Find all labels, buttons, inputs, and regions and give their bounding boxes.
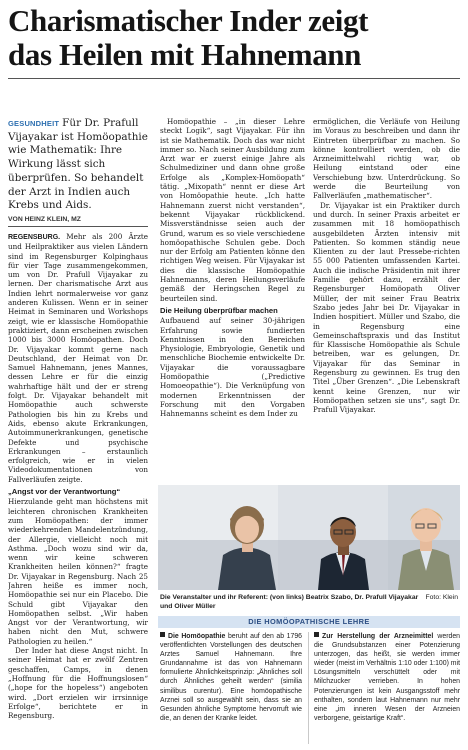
photo-caption: Die Veranstalter und ihr Referent: (von links) Beatrix Szabo, Dr. Prafull Vijayakar und Oliver Müller <box>160 594 419 610</box>
info-box-title: DIE HOMÖOPATHISCHE LEHRE <box>158 616 460 628</box>
headline-line-2: das Heilen mit Hahnemann <box>8 37 361 72</box>
photo-caption-block <box>160 594 458 611</box>
lede <box>8 117 148 213</box>
info-right-lead: Zur Herstellung der Arzneimittel <box>322 633 434 640</box>
photo-credit: Foto: Klein <box>425 594 458 601</box>
dateline: REGENSBURG. <box>8 234 61 241</box>
col2-paragraph-2: Aufbauend auf seiner 30-jährigen Erfahrung sowie fundierten Kenntnissen in den Bereichen Physiologie, Embryologie, Genetik und menschliche Biochemie entwickelte Dr. Vijayakar die voraussagbare Homöopathie („Predictive Homoeopathie“). Die Verknüpfung von modernen Erkenntnissen der Forschung mit den Vorgaben Hahnemanns scheint es dem Inder zu <box>160 316 305 419</box>
author-byline: VON HEINZ KLEIN, MZ <box>8 216 81 223</box>
article-column-1 <box>8 232 148 744</box>
article-photo <box>158 485 460 590</box>
col3-paragraph-2: Dr. Vijayakar ist ein Praktiker durch und durch. In seiner Praxis arbeitet er zusammen mit 18 homöopathisch ausgebildeten Ärzten intensiv mit Patienten. So kommen ständig neue Klienten zu der laut Pressebe-richten 55 000 Patienten umfassenden Kartei. Auch die indische Präsidentin mit ihrer Familie gehört dazu, erzählt der Regensburger Homöopath Oliver Müller, der mit seiner Frau Beatrix Szabo jedes Jahr bei Dr. Vijayakar in Indien hospitiert. Müller und Szabo, die in Regensburg eine Gemeinschaftspraxis und das Institut für Klassische Homöopathie als Schule betreiben, war es gelungen, Dr. Vijayakar für das Seminar in Regensburg zu gewinnen. Es trug den Titel „Über Grenzen“. „Die Lebenskraft kennt keine Grenzen, nur wir Homöopathen setzen sie uns“, sagt Dr. Prafull Vijayakar. <box>313 200 460 415</box>
subheading-heilung: Die Heilung überprüfbar machen <box>160 305 278 315</box>
article-column-3 <box>313 117 460 481</box>
subheading-angst: „Angst vor der Verantwortung“ <box>8 487 121 497</box>
col1-paragraph-2: Hierzulande geht man höchstens mit leichteren chronischen Krankheiten zum Homöopathen: der immer wiederkehrenden Mandelentzündung, der Allergie, vielleicht noch mit Asthma. „Doch wozu sind wir da, wenn wir keine schweren Krankheiten heilen können?“ fragte Dr. Vijayakar in Regensburg. Nach 25 Jahren heiße es immer noch, Homöopathie sei nur ein Placebo. Die Schuld gibt Vijayakar den Homöopathen selbst. „Wir haben Angst vor der Verantwortung, wir haben nicht den Mut, schwere Pathologien zu heilen.“ <box>8 497 148 646</box>
col2-paragraph-1: Homöopathie – „in dieser Lehre steckt Logik“, sagt Vijayakar. Für ihn ist sie Mathematik. Doch das war nicht immer so. Nach seiner Ausbildung zum Arzt war er zuerst einige Jahre als Schulmediziner und dann ohne große Erfolge als „Komplex-Homöopath“ tätig. „Mixopath“ nennt er diese Art von Homöopathie heute. „Ich hatte Hahnemann zuerst nicht verstanden“, bekennt Vijayakar rückblickend. Missverständnisse seien auch der Grund, warum es so viele verschiedene homöopathische Schulen gebe. Doch nur der Erfolg am Patienten könne den richtigen Weg weisen. Für Vijayakar ist dies die klassische Homöopathie Hahnemanns, deren Heilungsverläufe gemäß der Heringschen Regel zu beurteilen sind. <box>160 117 305 303</box>
lede-text: Für Dr. Prafull Vijayakar ist Homöopathie wie Mathematik: Ihre Wirkung lässt sich überprüfen. So behandelt der Arzt in Indien auch Krebs und Aids. <box>8 117 148 212</box>
col1-paragraph-1: Mehr als 200 Ärzte und Heilpraktiker aus vielen Ländern sind im Regensburger Kolpinghaus für vier Tage zusammengekommen, um von Dr. Prafull Vijayakar zu lernen. Der charismatische Arzt aus Indien lehrt normalerweise vor ganz anderen Kulissen. Wenn er in seiner Heimat in Seminaren und Workshops zeigt, wie er klassische Homöopathie praktiziert, dann erscheinen zwischen 1000 bis 3000 Homöopathen. Doch Dr. Vijayakar kommt gerne nach Deutschland, der Heimat von Dr. Samuel Hahnemann, jenes Mannes, dessen Lehre er für die einzig wahrhaftige hält und der er streng folgt. Dr. Vijayakar behandelt mit Homöopathie auch schwerste Pathologien bis hin zu Krebs und Aids, ebenso akute Erkrankungen, Autoimmunerkrankungen, genetische Defekte und psychische Erkrankungen – erstaunlich erfolgreich, wie er in vielen Videodokumentationen von Fallverläufen zeigte. <box>8 232 148 484</box>
info-box-right <box>314 632 460 746</box>
article-column-2 <box>160 117 305 481</box>
info-box-divider <box>308 632 309 744</box>
photo-illustration <box>158 485 460 590</box>
col3-paragraph-1: ermöglichen, die Verläufe von Heilung im Voraus zu beschreiben und dann ihr Eintreten überprüfbar zu machen. So könne kontrolliert werden, ob die Arzneimittelwahl richtig war, ob Heilung eintstand oder eine Verschiebung bzw. Unterdrückung. So werde die Beurteilung von Fallverläufen „mathematischer“. <box>313 117 460 201</box>
info-right-text: werden die Grundsubstanzen einer Potenzierung unterzogen, das heißt, sie werden immer wieder (meist im Verhältnis 1:10 oder 1:100) mit Lösungsmitteln verschüttelt oder mit Milchzucker verrieben. In hohen Potenzierungen ist kein Ausgangsstoff mehr enthalten, sondern laut Hahnemann nur mehr eine „im inneren Wesen der Arzneien verborgene, geistartige Kraft“. <box>314 633 460 722</box>
byline-rule <box>8 226 148 227</box>
headline <box>8 4 460 72</box>
bullet-square-icon <box>314 632 319 637</box>
bullet-square-icon <box>160 632 165 637</box>
headline-rule <box>8 78 460 79</box>
info-left-text: beruht auf den ab 1796 veröffentlichten Vorstellungen des deutschen Arztes Samuel Hahnemann. Ihre Grundannahme ist das von Hahnemann formulierte Ähnlichkeitsprinzip: „Ähnliches soll durch Ähnliches geheilt werden“ (similia similibus curentur). Eine homöopathische Arznei soll so ausgewählt sein, dass sie an Gesunden ähnliche Symptome hervorruft wie die, an denen der Kranke leidet. <box>160 633 302 722</box>
section-kicker: GESUNDHEIT <box>8 119 60 128</box>
info-left-lead: Die Homöopathie <box>168 633 226 640</box>
info-box-left <box>160 632 302 746</box>
col1-paragraph-3: Der Inder hat diese Angst nicht. In seiner Heimat hat er zwölf Zentren geschaffen, Camps, in denen „Hoffnung für die Hoffnungslosen“ („hope for the hopeless“) angeboten wird. „Dort erzielen wir irrsinnige Erfolge“, berichtete er in Regensburg. <box>8 646 148 721</box>
headline-line-1: Charismatischer Inder zeigt <box>8 3 369 38</box>
